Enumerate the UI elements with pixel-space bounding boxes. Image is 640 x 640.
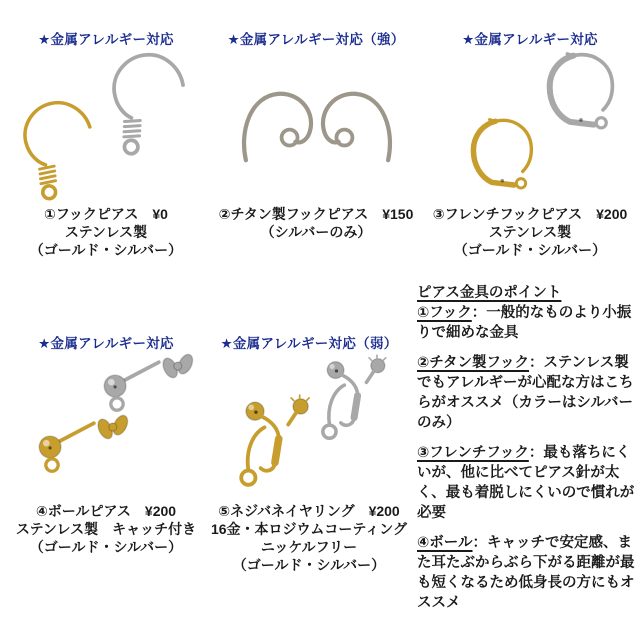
point-term: ④ボール <box>417 535 473 551</box>
silver-screw-clip-icon <box>323 355 386 438</box>
product-section-hook-pierce <box>0 22 212 282</box>
point-item <box>417 443 640 523</box>
point-desc: ：ステンレス製でもアレルギーが心配な方はこちらがオススメ（カラーはシルバーのみ） <box>417 355 634 431</box>
ball-stud-photo <box>0 348 212 498</box>
hook-pierce-photo <box>0 46 212 203</box>
product-caption <box>420 205 640 259</box>
titanium-hook-photo <box>210 46 422 203</box>
silver-ball-stud-icon <box>104 352 195 410</box>
gold-hook-earwire-icon <box>21 100 92 201</box>
caption-line: ⑤ネジバネイヤリング ¥200 <box>218 503 400 519</box>
caption-line: （ゴールド・シルバー） <box>29 539 183 555</box>
metal-allergy-badge: ★金属アレルギー対応 <box>38 336 174 351</box>
metal-allergy-badge: ★金属アレルギー対応（強） <box>227 32 405 47</box>
titanium-hook-right-icon <box>323 94 390 160</box>
gold-french-hook-icon <box>473 120 531 188</box>
metal-allergy-badge: ★金属アレルギー対応（弱） <box>220 336 398 351</box>
caption-line: 16金・本ロジウムコーティング <box>210 521 408 537</box>
point-item <box>417 353 640 433</box>
silver-french-hook-icon <box>550 54 613 128</box>
product-caption <box>210 205 422 241</box>
silver-hook-earwire-icon <box>101 48 188 161</box>
product-section-titanium-hook <box>210 22 422 282</box>
caption-line: ②チタン製フックピアス ¥150 <box>218 206 414 222</box>
point-term: ①フック <box>417 305 472 321</box>
point-desc: ：最も落ちにくいが、他に比べてピアス針が太く、最も着脱しにくいので慣れが必要 <box>417 445 635 521</box>
caption-line: （ゴールド・シルバー） <box>29 242 183 258</box>
point-item <box>417 533 640 613</box>
product-caption <box>0 205 212 259</box>
caption-line: ステンレス製 キャッチ付き <box>15 521 197 537</box>
caption-line: ①フックピアス ¥0 <box>44 206 168 222</box>
caption-line: （シルバーのみ） <box>260 224 372 240</box>
caption-line: ④ボールピアス ¥200 <box>35 503 177 519</box>
french-hook-photo <box>420 46 640 204</box>
product-section-french-hook <box>420 22 640 282</box>
caption-line: ③フレンチフックピアス ¥200 <box>432 206 628 222</box>
point-desc: ：キャッチで安定感、また耳たぶからぶら下がる距離が最も短くなるため低身長の方にもオススメ <box>417 535 635 611</box>
points-title: ピアス金具のポイント <box>417 285 562 301</box>
product-section-ball-stud <box>0 326 212 576</box>
metal-allergy-badge: ★金属アレルギー対応 <box>462 32 598 47</box>
caption-line: （ゴールド・シルバー） <box>232 557 386 573</box>
gold-ball-stud-icon <box>39 413 130 471</box>
titanium-hook-left-icon <box>244 94 311 160</box>
point-item <box>417 303 640 343</box>
product-section-screw-spring-clip <box>200 326 418 586</box>
metal-allergy-badge: ★金属アレルギー対応 <box>38 32 174 47</box>
point-desc: ：一般的なものより小振りで細めな金具 <box>417 305 632 341</box>
point-term: ②チタン製フック <box>417 355 530 371</box>
product-caption <box>0 502 212 556</box>
caption-line: ステンレス製 <box>64 224 148 240</box>
findings-points-panel <box>417 283 640 613</box>
caption-line: （ゴールド・シルバー） <box>453 242 607 258</box>
point-term: ③フレンチフック <box>417 445 529 461</box>
product-caption <box>200 502 418 574</box>
caption-line: ステンレス製 <box>488 224 572 240</box>
caption-line: ニッケルフリー <box>260 539 358 555</box>
gold-screw-clip-icon <box>241 395 309 485</box>
screw-spring-clip-photo <box>200 348 418 500</box>
